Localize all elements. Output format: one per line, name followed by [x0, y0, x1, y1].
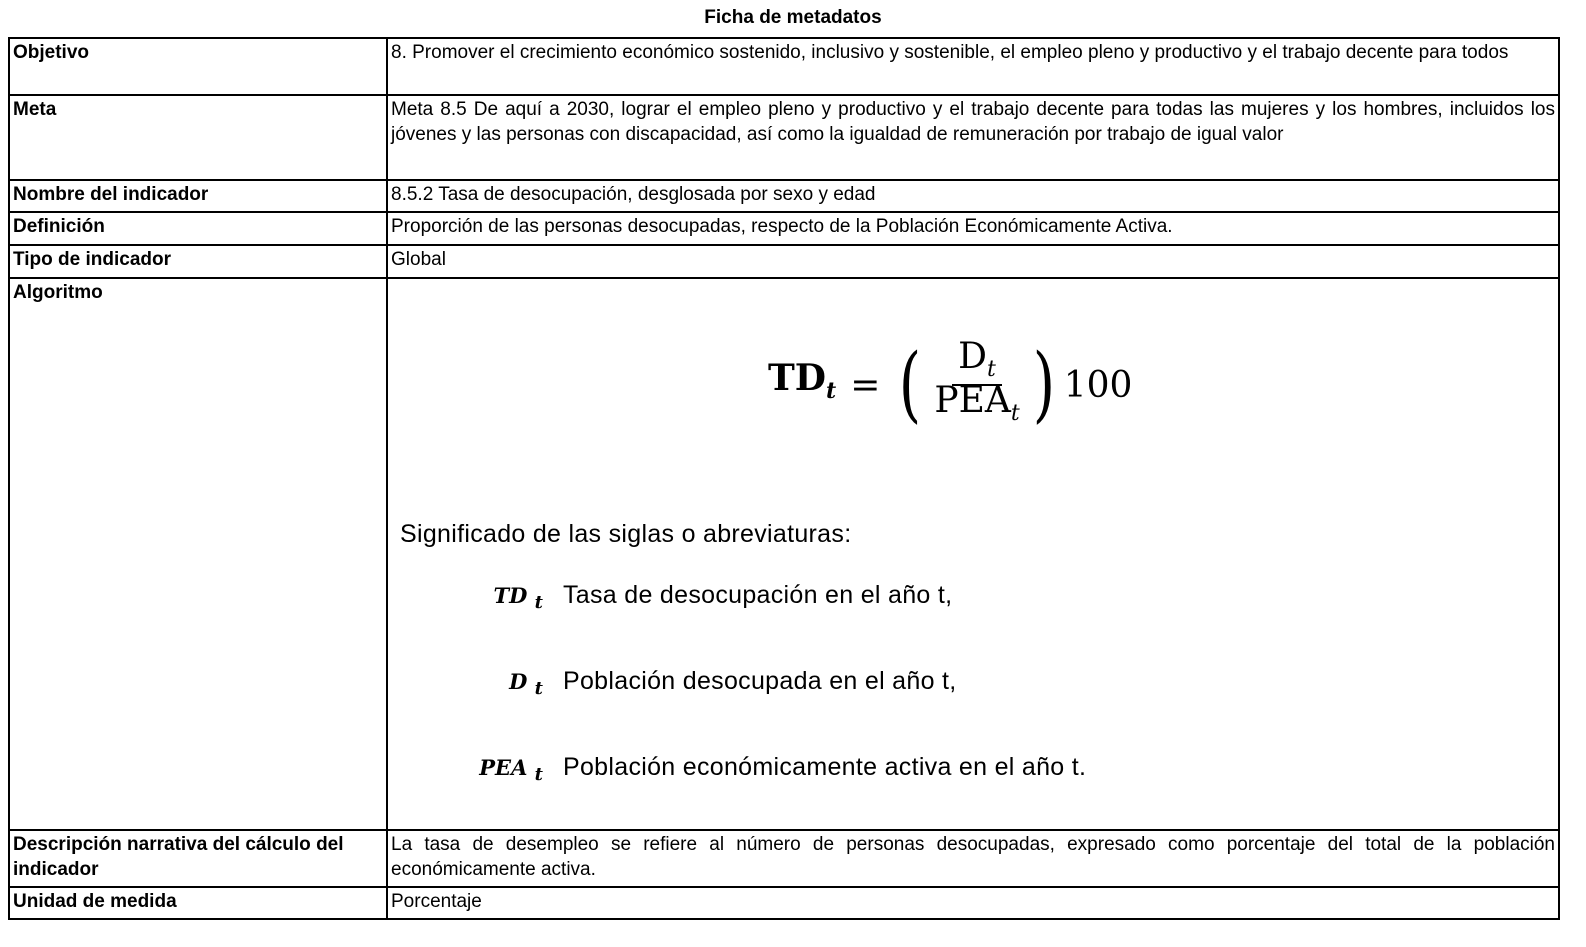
close-paren: ): [1032, 337, 1055, 433]
glossary-item: [448, 755, 1086, 787]
label-nombre: Nombre del indicador: [9, 180, 387, 212]
formula-lhs-text: TD: [768, 357, 827, 400]
formula-lhs-sub: t: [826, 378, 837, 405]
label-unidad: Unidad de medida: [9, 887, 387, 919]
glossary-symbol-text: PEA: [479, 755, 528, 780]
glossary-item: [448, 669, 957, 701]
page-title: Ficha de metadatos: [704, 7, 882, 28]
row-objetivo: [9, 38, 1559, 95]
row-nombre: [9, 180, 1559, 212]
glossary-symbol-sub: t: [534, 592, 543, 614]
value-definicion: Proporción de las personas desocupadas, respecto de la Población Económicamente Activa.: [387, 212, 1559, 245]
numerator-text: D: [958, 336, 988, 377]
glossary-symbol-text: TD: [493, 583, 528, 608]
numerator-sub: t: [987, 357, 996, 383]
glossary-description: Población desocupada en el año t,: [563, 667, 957, 695]
formula-equals: =: [850, 364, 881, 406]
glossary-symbol: [448, 755, 543, 787]
formula-fraction: [928, 336, 1025, 427]
row-descripcion: [9, 830, 1559, 887]
row-unidad: [9, 887, 1559, 919]
formula: [768, 336, 1133, 433]
glossary-description: Población económicamente activa en el año t.: [563, 753, 1087, 781]
row-algoritmo: [9, 278, 1559, 830]
label-meta: Meta: [9, 95, 387, 180]
formula-lhs: [768, 357, 837, 405]
glossary-item: [448, 583, 952, 615]
glossary-title: Significado de las siglas o abreviaturas:: [400, 520, 852, 548]
open-paren: (: [899, 337, 922, 433]
metadata-table: [8, 37, 1560, 920]
glossary-symbol-text: D: [509, 669, 528, 694]
denominator-sub: t: [1010, 401, 1020, 427]
value-unidad: Porcentaje: [387, 887, 1559, 919]
value-tipo: Global: [387, 245, 1559, 278]
glossary-symbol: [448, 583, 543, 615]
row-meta: [9, 95, 1559, 180]
value-meta: Meta 8.5 De aquí a 2030, lograr el empleo pleno y productivo y el trabajo decente para todas las mujeres y los hombres, incluidos los jóvenes y las personas con discapacidad, así como la igualdad de remuneración por trabajo de igual valor: [387, 95, 1559, 180]
value-algoritmo: [387, 278, 1559, 830]
glossary-description: Tasa de desocupación en el año t,: [563, 581, 953, 609]
row-definicion: [9, 212, 1559, 245]
label-definicion: Definición: [9, 212, 387, 245]
glossary-symbol-sub: t: [534, 678, 543, 700]
value-objetivo: 8. Promover el crecimiento económico sostenido, inclusivo y sostenible, el empleo pleno y productivo y el trabajo decente para todos: [387, 38, 1559, 95]
label-tipo: Tipo de indicador: [9, 245, 387, 278]
value-nombre: 8.5.2 Tasa de desocupación, desglosada por sexo y edad: [387, 180, 1559, 212]
denominator-text: PEA: [934, 380, 1011, 422]
formula-factor: 100: [1063, 364, 1133, 406]
glossary-symbol: [448, 669, 543, 701]
row-tipo: [9, 245, 1559, 278]
label-objetivo: Objetivo: [9, 38, 387, 95]
value-descripcion: La tasa de desempleo se refiere al número de personas desocupadas, expresado como porcentaje del total de la población económicamente activa.: [387, 830, 1559, 887]
label-descripcion: Descripción narrativa del cálculo del indicador: [9, 830, 387, 887]
label-algoritmo: Algoritmo: [9, 278, 387, 830]
formula-denominator: [928, 380, 1025, 427]
glossary-symbol-sub: t: [534, 764, 543, 786]
